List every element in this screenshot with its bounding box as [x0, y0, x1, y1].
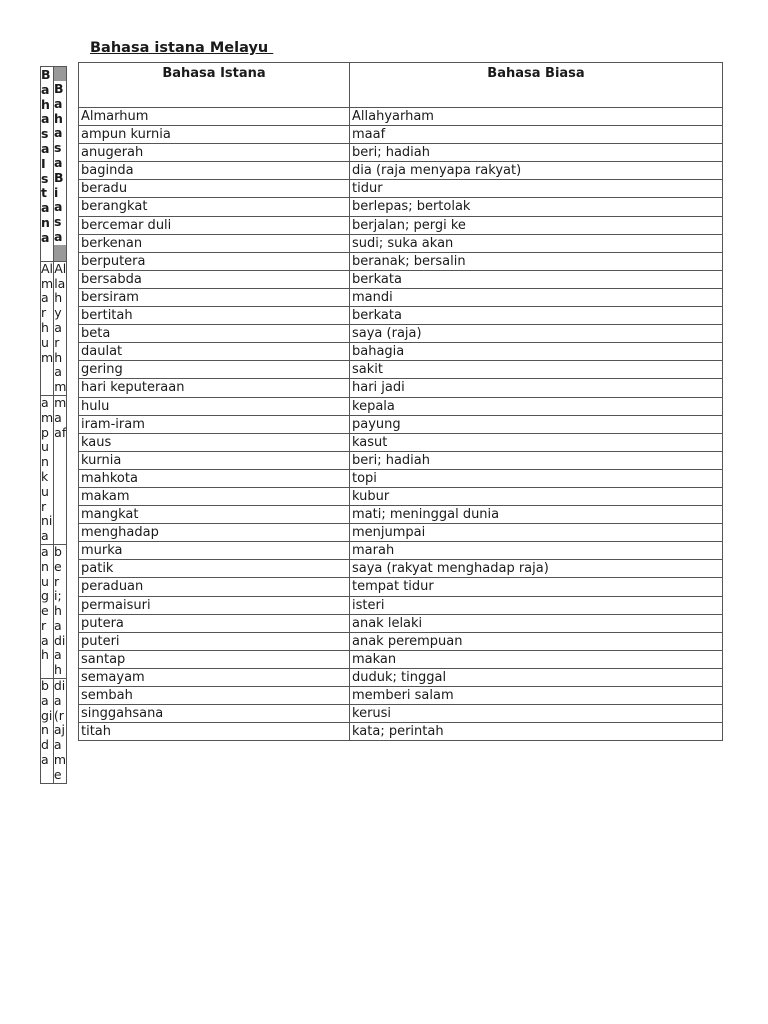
cell-bahasa-istana: bersiram [79, 288, 350, 306]
cell-bahasa-biasa: sudi; suka akan [350, 234, 723, 252]
table-row [79, 650, 723, 668]
cell-bahasa-istana: peraduan [79, 578, 350, 596]
cell-bahasa-biasa: beranak; bersalin [350, 252, 723, 270]
cell-bahasa-biasa: memberi salam [350, 687, 723, 705]
cell-bahasa-istana: daulat [79, 343, 350, 361]
cell-bahasa-biasa: berjalan; pergi ke [350, 216, 723, 234]
table-row [79, 578, 723, 596]
cell-bahasa-istana: anugerah [79, 144, 350, 162]
table-row [79, 524, 723, 542]
cell-bahasa-biasa: duduk; tinggal [350, 668, 723, 686]
narrow-row [40, 545, 67, 679]
narrow-duplicate-table [40, 66, 67, 784]
cell-bahasa-istana: hulu [79, 397, 350, 415]
narrow-cell-biasa: dia (raja me [53, 678, 67, 782]
cell-bahasa-istana: kaus [79, 433, 350, 451]
narrow-cell-istana: anugerah [41, 545, 54, 678]
table-row [79, 162, 723, 180]
cell-bahasa-istana: Almarhum [79, 108, 350, 126]
cell-bahasa-istana: sembah [79, 687, 350, 705]
cell-bahasa-biasa: payung [350, 415, 723, 433]
cell-bahasa-biasa: isteri [350, 596, 723, 614]
table-row [79, 180, 723, 198]
cell-bahasa-istana: semayam [79, 668, 350, 686]
cell-bahasa-istana: gering [79, 361, 350, 379]
table-row [79, 542, 723, 560]
table-header-row [79, 63, 723, 108]
table-row [79, 668, 723, 686]
cell-bahasa-biasa: dia (raja menyapa rakyat) [350, 162, 723, 180]
table-row [79, 433, 723, 451]
table-row [79, 397, 723, 415]
table-row [79, 144, 723, 162]
cell-bahasa-istana: makam [79, 487, 350, 505]
table-row [79, 560, 723, 578]
table-row [79, 216, 723, 234]
table-row [79, 126, 723, 144]
table-row [79, 596, 723, 614]
cell-bahasa-biasa: hari jadi [350, 379, 723, 397]
cell-bahasa-biasa: berlepas; bertolak [350, 198, 723, 216]
cell-bahasa-biasa: kata; perintah [350, 723, 723, 741]
cell-bahasa-istana: mangkat [79, 506, 350, 524]
table-row [79, 307, 723, 325]
cell-bahasa-istana: iram-iram [79, 415, 350, 433]
cell-bahasa-istana: berputera [79, 252, 350, 270]
cell-bahasa-biasa: tempat tidur [350, 578, 723, 596]
narrow-cell-istana: ampun kurnia [41, 394, 54, 544]
cell-bahasa-biasa: anak perempuan [350, 632, 723, 650]
cell-bahasa-biasa: marah [350, 542, 723, 560]
cell-bahasa-biasa: saya (rakyat menghadap raja) [350, 560, 723, 578]
cell-bahasa-istana: menghadap [79, 524, 350, 542]
cell-bahasa-biasa: berkata [350, 270, 723, 288]
cell-bahasa-istana: santap [79, 650, 350, 668]
vocabulary-table [78, 62, 723, 741]
cell-bahasa-istana: berangkat [79, 198, 350, 216]
table-row [79, 705, 723, 723]
table-row [79, 361, 723, 379]
table-row [79, 415, 723, 433]
table-row [79, 687, 723, 705]
cell-bahasa-biasa: beri; hadiah [350, 144, 723, 162]
cell-bahasa-istana: kurnia [79, 451, 350, 469]
cell-bahasa-istana: ampun kurnia [79, 126, 350, 144]
cell-bahasa-istana: bercemar duli [79, 216, 350, 234]
table-row [79, 198, 723, 216]
cell-bahasa-istana: titah [79, 723, 350, 741]
cell-bahasa-biasa: maaf [350, 126, 723, 144]
cell-bahasa-biasa: tidur [350, 180, 723, 198]
cell-bahasa-istana: permaisuri [79, 596, 350, 614]
cell-bahasa-biasa: makan [350, 650, 723, 668]
narrow-header-row [40, 66, 67, 262]
narrow-header-istana: Bahasa Istana [41, 67, 54, 261]
cell-bahasa-biasa: beri; hadiah [350, 451, 723, 469]
cell-bahasa-biasa: berkata [350, 307, 723, 325]
narrow-cell-istana: baginda [41, 679, 54, 783]
cell-bahasa-biasa: mati; meninggal dunia [350, 506, 723, 524]
cell-bahasa-istana: beradu [79, 180, 350, 198]
cell-bahasa-biasa: Allahyarham [350, 108, 723, 126]
narrow-row [40, 679, 67, 784]
cell-bahasa-istana: baginda [79, 162, 350, 180]
cell-bahasa-biasa: kasut [350, 433, 723, 451]
cell-bahasa-biasa: bahagia [350, 343, 723, 361]
cell-bahasa-istana: putera [79, 614, 350, 632]
cell-bahasa-biasa: saya (raja) [350, 325, 723, 343]
table-row [79, 614, 723, 632]
narrow-row [40, 396, 67, 545]
table-row [79, 234, 723, 252]
table-row [79, 506, 723, 524]
cell-bahasa-biasa: anak lelaki [350, 614, 723, 632]
table-row [79, 288, 723, 306]
cell-bahasa-biasa: kepala [350, 397, 723, 415]
cell-bahasa-biasa: mandi [350, 288, 723, 306]
narrow-cell-biasa: Allahyarham [54, 260, 67, 395]
table-body [79, 108, 723, 741]
table-row [79, 379, 723, 397]
cell-bahasa-biasa: menjumpai [350, 524, 723, 542]
cell-bahasa-istana: beta [79, 325, 350, 343]
cell-bahasa-istana: patik [79, 560, 350, 578]
cell-bahasa-biasa: kerusi [350, 705, 723, 723]
table-row [79, 252, 723, 270]
table-row [79, 451, 723, 469]
table-row [79, 487, 723, 505]
table-row [79, 723, 723, 741]
cell-bahasa-istana: murka [79, 542, 350, 560]
narrow-cell-biasa: beri; hadiah [54, 543, 66, 678]
cell-bahasa-istana: bersabda [79, 270, 350, 288]
cell-bahasa-biasa: kubur [350, 487, 723, 505]
cell-bahasa-istana: puteri [79, 632, 350, 650]
cell-bahasa-biasa: topi [350, 469, 723, 487]
header-bahasa-biasa: Bahasa Biasa [350, 63, 723, 108]
cell-bahasa-istana: bertitah [79, 307, 350, 325]
cell-bahasa-istana: singgahsana [79, 705, 350, 723]
cell-bahasa-istana: mahkota [79, 469, 350, 487]
table-row [79, 469, 723, 487]
page-title: Bahasa istana Melayu [90, 40, 274, 56]
cell-bahasa-biasa: sakit [350, 361, 723, 379]
table-row [79, 108, 723, 126]
table-row [79, 325, 723, 343]
table-row [79, 632, 723, 650]
table-row [79, 270, 723, 288]
narrow-cell-istana: Almarhum [41, 262, 54, 395]
table-row [79, 343, 723, 361]
header-bahasa-istana: Bahasa Istana [79, 63, 350, 108]
narrow-cell-biasa: maaf [54, 394, 67, 440]
cell-bahasa-istana: berkenan [79, 234, 350, 252]
narrow-header-biasa: Bahasa Biasa [54, 67, 66, 261]
narrow-row [40, 262, 67, 396]
cell-bahasa-istana: hari keputeraan [79, 379, 350, 397]
